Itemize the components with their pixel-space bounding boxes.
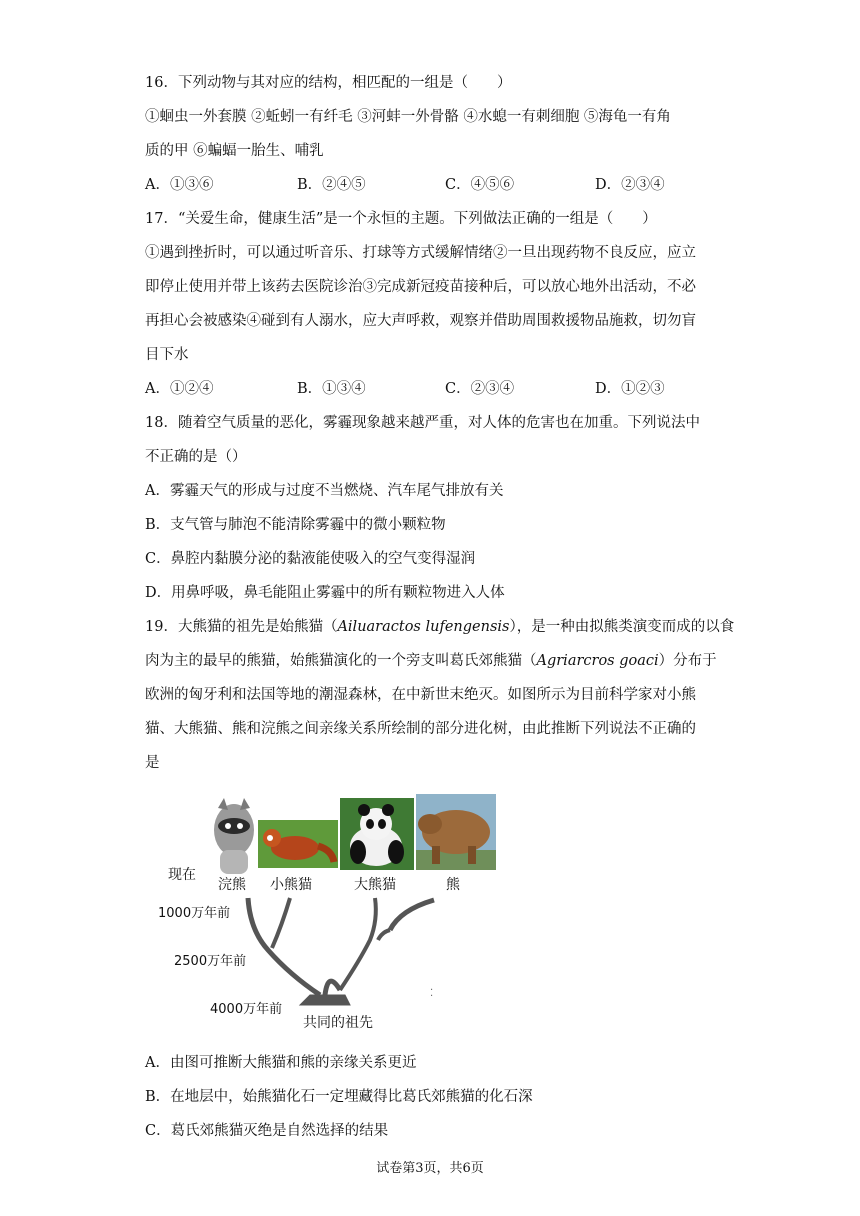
q17-option-a: A．①②④	[145, 381, 214, 397]
q19-stem-line5: 是	[145, 755, 160, 771]
q16-option-a: A．①③⑥	[145, 177, 214, 193]
q19-l1a: 19．大熊猫的祖先是始熊猫（	[145, 619, 338, 635]
q17-options	[145, 379, 725, 399]
q16-option-c: C．④⑤⑥	[445, 177, 515, 193]
label-now: 现在	[168, 867, 196, 883]
q19-species-1: Ailuaractos lufengensis	[337, 619, 510, 635]
q19-stem-line1	[145, 617, 735, 637]
q19-option-c: C．葛氏郊熊猫灭绝是自然选择的结果	[145, 1123, 389, 1139]
q19-stem-line4: 猫、大熊猫、熊和浣熊之间亲缘关系所绘制的部分进化树，由此推断下列说法不正确的	[145, 721, 696, 737]
q17-stem: 17．“关爱生命，健康生活”是一个永恒的主题。下列做法正确的一组是（ ）	[145, 211, 657, 227]
tree-branches	[248, 898, 434, 1005]
q17-body-line4: 目下水	[145, 347, 189, 363]
label-red-panda: 小熊猫	[270, 877, 312, 893]
q19-option-a: A．由图可推断大熊猫和熊的亲缘关系更近	[145, 1055, 417, 1071]
label-raccoon: 浣熊	[218, 877, 246, 893]
q18-option-a: A．雾霾天气的形成与过度不当燃烧、汽车尾气排放有关	[145, 483, 504, 499]
label-40m-years: 4000万年前	[210, 1002, 283, 1017]
raccoon-picture	[214, 798, 254, 874]
q16-body-line2: 质的甲 ⑥蝙蝠一胎生、哺乳	[145, 143, 324, 159]
figure-dots: ⁚	[430, 988, 434, 999]
red-panda-picture	[258, 820, 338, 868]
giant-panda-picture	[340, 798, 414, 870]
q17-option-b: B．①③④	[297, 381, 366, 397]
q19-stem-line2	[145, 651, 725, 671]
label-giant-panda: 大熊猫	[354, 877, 396, 893]
q17-option-c: C．②③④	[445, 381, 515, 397]
q17-option-d: D．①②③	[595, 381, 665, 397]
bear-picture	[416, 794, 496, 870]
q16-stem: 16．下列动物与其对应的结构，相匹配的一组是（ ）	[145, 75, 512, 91]
q18-stem-line1: 18．随着空气质量的恶化，雾霾现象越来越严重，对人体的危害也在加重。下列说法中	[145, 415, 700, 431]
q19-l1b: ），是一种由拟熊类演变而成的以食	[509, 619, 735, 635]
q19-species-2: Agriarcros goaci	[536, 653, 659, 669]
q17-body-line3: 再担心会被感染④碰到有人溺水，应大声呼救，观察并借助周围救援物品施救，切勿盲	[145, 313, 696, 329]
label-common-ancestor: 共同的祖先	[303, 1015, 373, 1031]
q16-options	[145, 175, 725, 195]
q18-stem-line2: 不正确的是（）	[145, 449, 247, 465]
evolution-tree-figure	[150, 790, 460, 1040]
q18-option-c: C．鼻腔内黏膜分泌的黏液能使吸入的空气变得湿润	[145, 551, 476, 567]
q19-stem-line3: 欧洲的匈牙利和法国等地的潮湿森林，在中新世末绝灭。如图所示为目前科学家对小熊	[145, 687, 696, 703]
q19-option-b: B．在地层中，始熊猫化石一定埋藏得比葛氏郊熊猫的化石深	[145, 1089, 533, 1105]
q16-option-b: B．②④⑤	[297, 177, 366, 193]
q19-l2b: ）分布于	[658, 653, 717, 669]
label-25m-years: 2500万年前	[174, 954, 247, 969]
q18-option-d: D．用鼻呼吸，鼻毛能阻止雾霾中的所有颗粒物进入人体	[145, 585, 505, 601]
q19-l2a: 肉为主的最早的熊猫，始熊猫演化的一个旁支叫葛氏郊熊猫（	[145, 653, 537, 669]
q17-body-line1: ①遇到挫折时，可以通过听音乐、打球等方式缓解情绪②一旦出现药物不良反应，应立	[145, 245, 696, 261]
q18-option-b: B．支气管与肺泡不能清除雾霾中的微小颗粒物	[145, 517, 446, 533]
q17-body-line2: 即停止使用并带上该药去医院诊治③完成新冠疫苗接种后，可以放心地外出活动，不必	[145, 279, 696, 295]
page-footer: 试卷第3页，共6页	[376, 1161, 484, 1176]
q16-option-d: D．②③④	[595, 177, 665, 193]
label-10m-years: 1000万年前	[158, 906, 231, 921]
label-bear: 熊	[446, 877, 460, 893]
q16-body-line1: ①蛔虫一外套膜 ②蚯蚓一有纤毛 ③河蚌一外骨骼 ④水螅一有刺细胞 ⑤海龟一有角	[145, 109, 671, 125]
